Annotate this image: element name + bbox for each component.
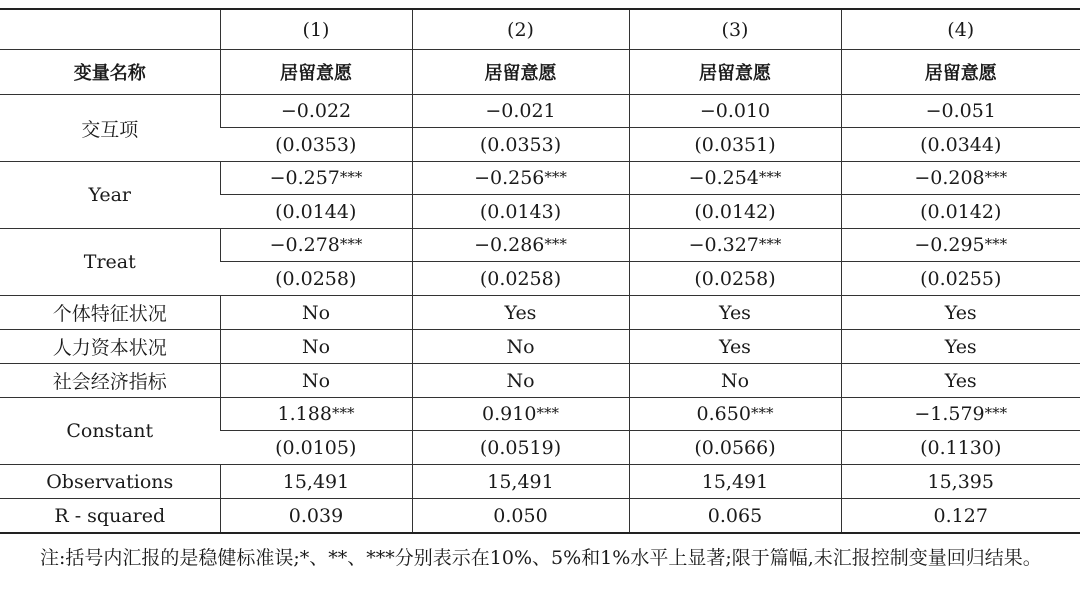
coefficient-value: −0.021 [485, 100, 556, 122]
standard-error-cell: (0.0353) [412, 128, 629, 162]
coefficient-value: −0.327 [688, 234, 759, 256]
variable-name-header: 变量名称 [0, 50, 220, 95]
coefficient-value: −0.051 [925, 100, 996, 122]
column-index: (3) [629, 9, 841, 50]
significance-stars: *** [984, 404, 1008, 422]
coefficient-value: −0.010 [699, 100, 771, 122]
coefficient-value: 0.910 [482, 403, 537, 425]
control-indicator: Yes [629, 330, 841, 364]
standard-error-cell: (0.1130) [841, 431, 1080, 465]
regression-table [0, 8, 1080, 534]
statistic-value: 15,491 [220, 465, 412, 499]
control-row [0, 364, 1080, 398]
standard-error-cell: (0.0566) [629, 431, 841, 465]
coefficient-row [0, 398, 1080, 431]
standard-error-cell: (0.0258) [220, 262, 412, 296]
dependent-variable-row [0, 50, 1080, 95]
coefficient-cell [220, 95, 412, 128]
column-index: (2) [412, 9, 629, 50]
standard-error-cell: (0.0519) [412, 431, 629, 465]
statistic-label: R - squared [0, 499, 220, 534]
coefficient-value: 1.188 [277, 403, 332, 425]
coefficient-value: −0.257 [269, 167, 340, 189]
statistic-value: 15,395 [841, 465, 1080, 499]
coefficient-value: −0.208 [914, 167, 985, 189]
column-index: (1) [220, 9, 412, 50]
significance-stars: *** [758, 168, 782, 186]
standard-error-cell: (0.0258) [629, 262, 841, 296]
coefficient-cell [412, 162, 629, 195]
control-row [0, 296, 1080, 330]
significance-stars: *** [536, 404, 559, 422]
coefficient-value: −0.254 [688, 167, 759, 189]
control-row [0, 330, 1080, 364]
coefficient-cell [841, 95, 1080, 128]
coefficient-row [0, 162, 1080, 195]
control-label: 社会经济指标 [0, 364, 220, 398]
coefficient-cell [629, 95, 841, 128]
control-indicator: No [220, 364, 412, 398]
coefficient-value: −0.295 [914, 234, 985, 256]
standard-error-cell: (0.0344) [841, 128, 1080, 162]
coefficient-row [0, 95, 1080, 128]
dependent-variable-header: 居留意愿 [412, 50, 629, 95]
dependent-variable-header: 居留意愿 [841, 50, 1080, 95]
significance-stars: *** [984, 168, 1008, 186]
significance-stars: *** [339, 235, 363, 253]
column-index: (4) [841, 9, 1080, 50]
table-note: 注:括号内汇报的是稳健标准误;*、**、***分别表示在10%、5%和1%水平上显著;限于篇幅,未汇报控制变量回归结果。 [40, 547, 1042, 569]
significance-stars: *** [758, 235, 782, 253]
control-indicator: No [220, 296, 412, 330]
coefficient-cell [412, 398, 629, 431]
control-indicator: Yes [841, 330, 1080, 364]
coefficient-cell [841, 229, 1080, 262]
variable-label: Year [0, 162, 220, 229]
statistic-value: 0.050 [412, 499, 629, 534]
column-index-row [0, 9, 1080, 50]
coefficient-value: −0.278 [269, 234, 340, 256]
control-indicator: No [412, 330, 629, 364]
standard-error-cell: (0.0143) [412, 195, 629, 229]
statistic-value: 0.039 [220, 499, 412, 534]
coefficient-cell [841, 162, 1080, 195]
standard-error-cell: (0.0353) [220, 128, 412, 162]
statistic-value: 0.065 [629, 499, 841, 534]
standard-error-cell: (0.0142) [841, 195, 1080, 229]
coefficient-value: −1.579 [914, 403, 985, 425]
significance-stars: *** [331, 404, 355, 422]
empty-corner-cell [0, 9, 220, 50]
r-squared-row [0, 499, 1080, 534]
coefficient-value: −0.256 [474, 167, 545, 189]
standard-error-cell: (0.0105) [220, 431, 412, 465]
coefficient-cell [220, 229, 412, 262]
control-indicator: No [629, 364, 841, 398]
coefficient-row [0, 229, 1080, 262]
standard-error-cell: (0.0351) [629, 128, 841, 162]
control-indicator: Yes [412, 296, 629, 330]
significance-stars: *** [984, 235, 1008, 253]
significance-stars: *** [544, 168, 567, 186]
standard-error-cell: (0.0255) [841, 262, 1080, 296]
observations-row [0, 465, 1080, 499]
coefficient-cell [841, 398, 1080, 431]
coefficient-value: 0.650 [696, 403, 751, 425]
standard-error-cell: (0.0258) [412, 262, 629, 296]
significance-stars: *** [339, 168, 363, 186]
coefficient-cell [629, 162, 841, 195]
standard-error-cell: (0.0142) [629, 195, 841, 229]
control-indicator: Yes [841, 364, 1080, 398]
variable-label: Treat [0, 229, 220, 296]
standard-error-cell: (0.0144) [220, 195, 412, 229]
coefficient-cell [629, 398, 841, 431]
control-indicator: Yes [629, 296, 841, 330]
statistic-label: Observations [0, 465, 220, 499]
coefficient-cell [412, 95, 629, 128]
dependent-variable-header: 居留意愿 [629, 50, 841, 95]
control-indicator: No [220, 330, 412, 364]
control-label: 人力资本状况 [0, 330, 220, 364]
coefficient-cell [412, 229, 629, 262]
coefficient-cell [629, 229, 841, 262]
dependent-variable-header: 居留意愿 [220, 50, 412, 95]
statistic-value: 15,491 [629, 465, 841, 499]
coefficient-value: −0.022 [280, 100, 352, 122]
coefficient-cell [220, 398, 412, 431]
coefficient-value: −0.286 [474, 234, 545, 256]
statistic-value: 15,491 [412, 465, 629, 499]
control-indicator: No [412, 364, 629, 398]
control-label: 个体特征状况 [0, 296, 220, 330]
variable-label: 交互项 [0, 95, 220, 162]
control-indicator: Yes [841, 296, 1080, 330]
variable-label: Constant [0, 398, 220, 465]
significance-stars: *** [750, 404, 774, 422]
significance-stars: *** [544, 235, 567, 253]
statistic-value: 0.127 [841, 499, 1080, 534]
coefficient-cell [220, 162, 412, 195]
